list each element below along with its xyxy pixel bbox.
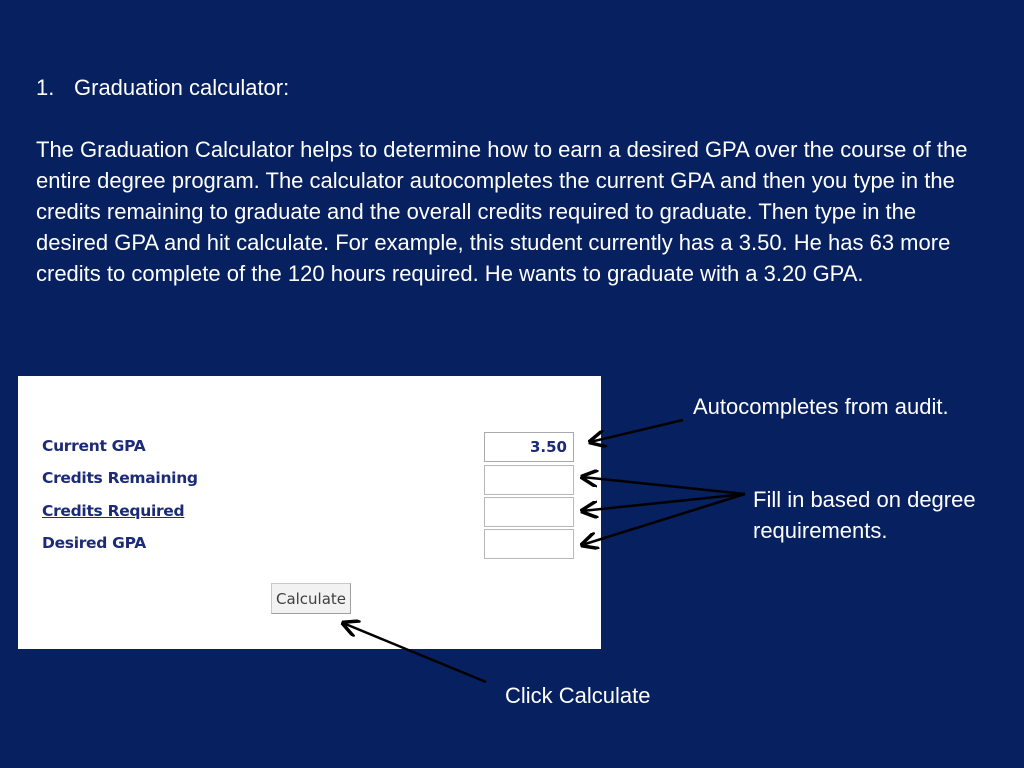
heading-text: Graduation calculator: bbox=[74, 75, 290, 100]
credits-remaining-arrow bbox=[582, 477, 745, 494]
click-calculate-callout: Click Calculate bbox=[505, 683, 651, 708]
desired-gpa-label: Desired GPA bbox=[42, 534, 146, 552]
credits-required-link[interactable]: Credits Required bbox=[42, 502, 185, 520]
description-text: The Graduation Calculator helps to determine how to earn a desired GPA over the course of the entire degree program. The calculator autocompletes the current GPA and then you type in the credits remaining to graduate and the overall credits required to graduate. Then type in the desired GPA and hit calculate. For example, this student currently has a 3.50. He has 63 more credits to complete of the 120 hours required. He wants to graduate with a 3.20 GPA. bbox=[36, 137, 968, 286]
calculate-button[interactable]: Calculate bbox=[271, 583, 351, 614]
autocomplete-arrow bbox=[590, 420, 683, 442]
heading-number: 1. bbox=[36, 75, 55, 100]
fill-in-callout-line1: Fill in based on degree bbox=[753, 487, 976, 512]
fill-in-callout-line2: requirements. bbox=[753, 518, 888, 543]
calculate-arrow bbox=[343, 623, 486, 682]
credits-remaining-label: Credits Remaining bbox=[42, 469, 198, 487]
current-gpa-label: Current GPA bbox=[42, 437, 146, 455]
autocomplete-callout: Autocompletes from audit. bbox=[693, 394, 949, 419]
